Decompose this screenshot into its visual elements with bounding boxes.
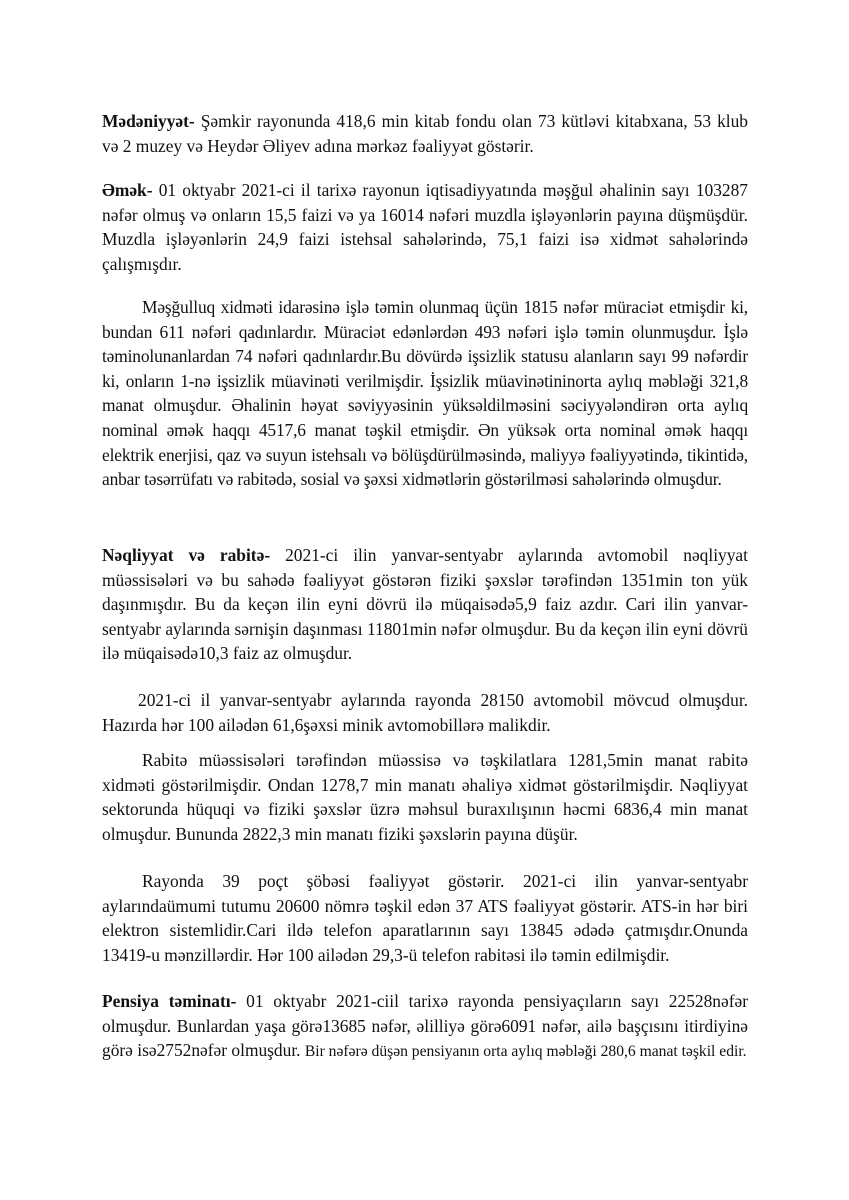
employment-paragraph: Məşğulluq xidməti idarəsinə işlə təmin olunmaq üçün 1815 nəfər müraciət etmişdir ki, bundan 611 nəfəri qadınlardır. Müraciət edənlərdən 493 nəfəri işlə təmin olunmuşdur. İşlə təminolunanlardan 74 nəfəri qadınlardır.Bu dövürdə işsizlik statusu alanların sayı 99 nəfərdir ki, onların 1-nə işsizlik müavinəti verilmişdir. İşsizlik müavinətininorta aylıq məbləği 321,8 manat olmuşdur. Əhalinin həyat səviyyəsinin yüksəldilməsini səciyyələndirən orta aylıq nominal əmək haqqı 4517,6 manat təşkil etmişdir. Ən yüksək orta nominal əmək haqqı elektrik enerjisi, qaz və suyun istehsalı və bölüşdürülməsində, maliyyə fəaliyyətində, tikintidə, anbar təsərrüfatı və rabitədə, sosial və şəxsi xidmətlərin göstərilməsi sahələrində olmuşdur.	[102, 297, 748, 490]
culture-text: Şəmkir rayonunda 418,6 min kitab fondu olan 73 kütləvi kitabxana, 53 klub və 2 muzey və Heydər Əliyev adına mərkəz fəaliyyət göstərir.	[102, 111, 748, 156]
pension-paragraph	[102, 989, 748, 1065]
culture-heading: Mədəniyyət-	[102, 111, 195, 131]
post-paragraph: Rayonda 39 poçt şöbəsi fəaliyyət göstərir. 2021-ci ilin yanvar-sentyabr aylarındaümumi tutumu 20600 nömrə təşkil edən 37 ATS fəaliyyət göstərir. ATS-in hər biri elektron sistemlidir.Cari ildə telefon aparatlarının sayı 13845 ədədə çatmışdır.Onunda 13419-u mənzillərdir. Hər 100 ailədən 29,3-ü telefon rabitəsi ilə təmin edilmişdir.	[102, 871, 748, 965]
vehicles-paragraph: 2021-ci il yanvar-sentyabr aylarında rayonda 28150 avtomobil mövcud olmuşdur. Hazırda hər 100 ailədən 61,6şəxsi minik avtomobillərə malikdir.	[102, 690, 748, 735]
pension-text: 01 oktyabr 2021-ciil tarixə rayonda pensiyaçıların sayı 22528nəfər olmuşdur. Bunlardan yaşa görə13685 nəfər, əlilliyə görə6091 nəfər, ailə başçısını itirdiyinə görə isə2752nəfər olmuşdur.	[102, 991, 748, 1061]
transport-paragraph	[102, 543, 748, 666]
labor-heading: Əmək-	[102, 180, 153, 200]
labor-paragraph	[102, 178, 748, 276]
transport-heading: Nəqliyyat və rabitə-	[102, 545, 271, 565]
transport-text: 2021-ci ilin yanvar-sentyabr aylarında avtomobil nəqliyyat müəssisələri və bu sahədə fəaliyyət göstərən fiziki şəxslər tərəfindən 1351min ton yük daşınmışdır. Bu da keçən ilin eyni dövrü ilə müqaisədə5,9 faiz azdır. Cari ilin yanvar-sentyabr aylarında sərnişin daşınması 11801min nəfər olmuşdur. Bu da keçən ilin eyni dövrü ilə müqaisədə10,3 faiz az olmuşdur.	[102, 545, 748, 664]
labor-text: 01 oktyabr 2021-ci il tarixə rayonun iqtisadiyyatında məşğul əhalinin sayı 103287 nəfər olmuş və onların 15,5 faizi və ya 16014 nəfəri muzdla işləyənlərin payına düşmüşdür. Muzdla işləyənlərin 24,9 faizi istehsal sahələrində, 75,1 faizi isə xidmət sahələrində çalışmışdır.	[102, 180, 748, 274]
culture-paragraph	[102, 109, 748, 158]
pension-heading: Pensiya təminatı-	[102, 991, 237, 1011]
communication-paragraph: Rabitə müəssisələri tərəfindən müəssisə və təşkilatlara 1281,5min manat rabitə xidməti göstərilmişdir. Ondan 1278,7 min manatı əhaliyə xidmət göstərilmişdir. Nəqliyyat sektorunda hüquqi və fiziki şəxslər üzrə məhsul buraxılışının həcmi 6836,4 min manat olmuşdur. Bununda 2822,3 min manatı fiziki şəxslərin payına düşür.	[102, 750, 748, 844]
pension-tail-text: Bir nəfərə düşən pensiyanın orta aylıq məbləği 280,6 manat təşkil edir.	[304, 1043, 747, 1061]
